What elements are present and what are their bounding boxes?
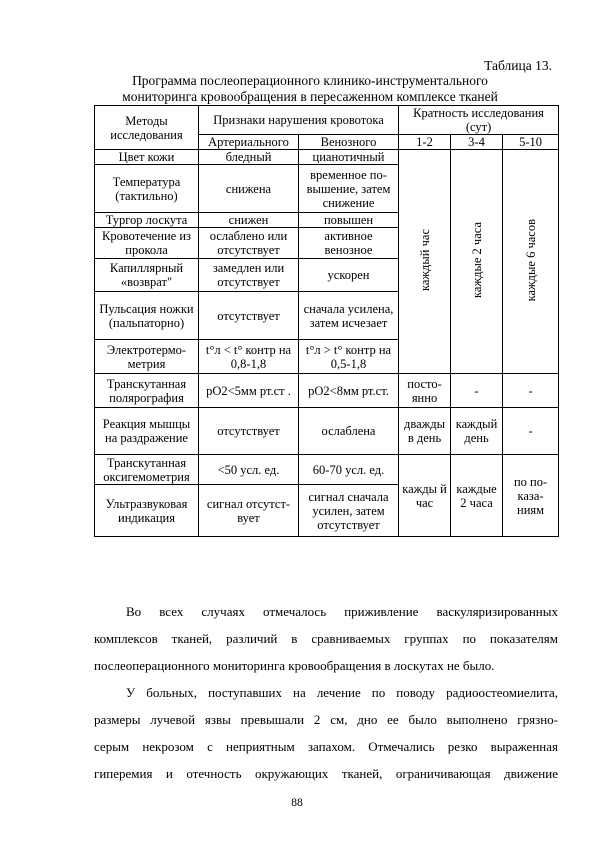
freq-cell <box>503 150 559 374</box>
table-cell: повышен <box>299 213 399 228</box>
header-venous: Венозного <box>299 135 399 150</box>
table-cell: t°л < t° контр на 0,8-1,8 <box>199 340 299 374</box>
table-cell: Температура (тактильно) <box>95 165 199 213</box>
header-signs: Признаки нарушения кровотока <box>199 106 399 135</box>
table-cell: Пульсация ножки (пальпаторно) <box>95 292 199 340</box>
table-cell: - <box>503 374 559 408</box>
freq-cell <box>451 150 503 374</box>
table-cell: Реакция мышцы на раздражение <box>95 408 199 455</box>
table-cell: Цвет кожи <box>95 150 199 165</box>
table-cell: замедлен или отсутствует <box>199 259 299 292</box>
table-cell: кажды й час <box>399 455 451 537</box>
table-cell: посто-янно <box>399 374 451 408</box>
paragraph-line: послеоперационного мониторинга кровообращения в лоскутах не было. <box>94 658 495 673</box>
freq-vertical-text: каждые 2 часа <box>469 222 484 298</box>
header-days-1-2: 1-2 <box>399 135 451 150</box>
table-cell: <50 усл. ед. <box>199 455 299 485</box>
table-cell: - <box>451 374 503 408</box>
table-cell: ускорен <box>299 259 399 292</box>
table-cell: ослаблено или отсутствует <box>199 228 299 259</box>
table-cell: t°л > t° контр на 0,5-1,8 <box>299 340 399 374</box>
table-cell: цианотичный <box>299 150 399 165</box>
table-cell: каждый день <box>451 408 503 455</box>
table-cell: pO2<5мм рт.ст . <box>199 374 299 408</box>
paragraph-line: серым некрозом с неприятным запахом. Отмечались резко выраженная <box>94 739 558 754</box>
header-frequency: Кратность исследования (сут) <box>399 106 559 135</box>
header-methods: Методы исследования <box>95 106 199 150</box>
table-title-line: мониторинга кровообращения в пересаженном комплексе тканей <box>122 88 498 104</box>
table-cell: бледный <box>199 150 299 165</box>
table-cell: pO2<8мм рт.ст. <box>299 374 399 408</box>
freq-vertical-text: каждый час <box>417 228 432 292</box>
paragraph-line: гиперемия и отечность окружающих тканей, ограничивающая движение <box>94 766 558 781</box>
header-days-3-4: 3-4 <box>451 135 503 150</box>
paragraph-line: Во всех случаях отмечалось приживление васкуляризированных <box>126 604 558 619</box>
header-arterial: Артериального <box>199 135 299 150</box>
table-cell: временное по-вышение, затем снижение <box>299 165 399 213</box>
paragraph-line: комплексов тканей, различий в сравниваемых группах по показателям <box>94 631 558 646</box>
page-number: 88 <box>291 797 303 809</box>
table-cell: отсутствует <box>199 292 299 340</box>
paragraph-line: У больных, поступавших на лечение по поводу радиоостеомиелита, <box>126 685 558 700</box>
table-cell: Капиллярный «возврат" <box>95 259 199 292</box>
table-cell: сначала усилена, затем исчезает <box>299 292 399 340</box>
table-cell: - <box>503 408 559 455</box>
table-cell: сигнал отсутст-вует <box>199 485 299 537</box>
table-cell: снижен <box>199 213 299 228</box>
table-cell: Тургор лоскута <box>95 213 199 228</box>
table-cell: ослаблена <box>299 408 399 455</box>
table-cell: сигнал сначала усилен, затем отсутствует <box>299 485 399 537</box>
freq-vertical-text: каждые 6 часов <box>523 218 538 302</box>
freq-cell <box>399 150 451 374</box>
table-title-line: Программа послеоперационного клинико-инструментального <box>132 73 488 88</box>
table-cell: Ультразвуковая индикация <box>95 485 199 537</box>
paragraph-line: размеры лучевой язвы превышали 2 см, дно ее было выполнено грязно- <box>94 712 558 727</box>
table-cell: каждые 2 часа <box>451 455 503 537</box>
table-cell: Транскутанная оксигемометрия <box>95 455 199 485</box>
header-days-5-10: 5-10 <box>503 135 559 150</box>
table-cell: по по-каза-ниям <box>503 455 559 537</box>
table-cell: Транскутанная полярография <box>95 374 199 408</box>
table-cell: отсутствует <box>199 408 299 455</box>
table-cell: 60-70 усл. ед. <box>299 455 399 485</box>
table-cell: Кровотечение из прокола <box>95 228 199 259</box>
table-number: Таблица 13. <box>484 58 552 73</box>
table-title <box>100 73 520 104</box>
table-cell: Электротермо-метрия <box>95 340 199 374</box>
table-cell: снижена <box>199 165 299 213</box>
monitoring-table <box>94 105 559 537</box>
table-cell: дважды в день <box>399 408 451 455</box>
table-cell: активное венозное <box>299 228 399 259</box>
